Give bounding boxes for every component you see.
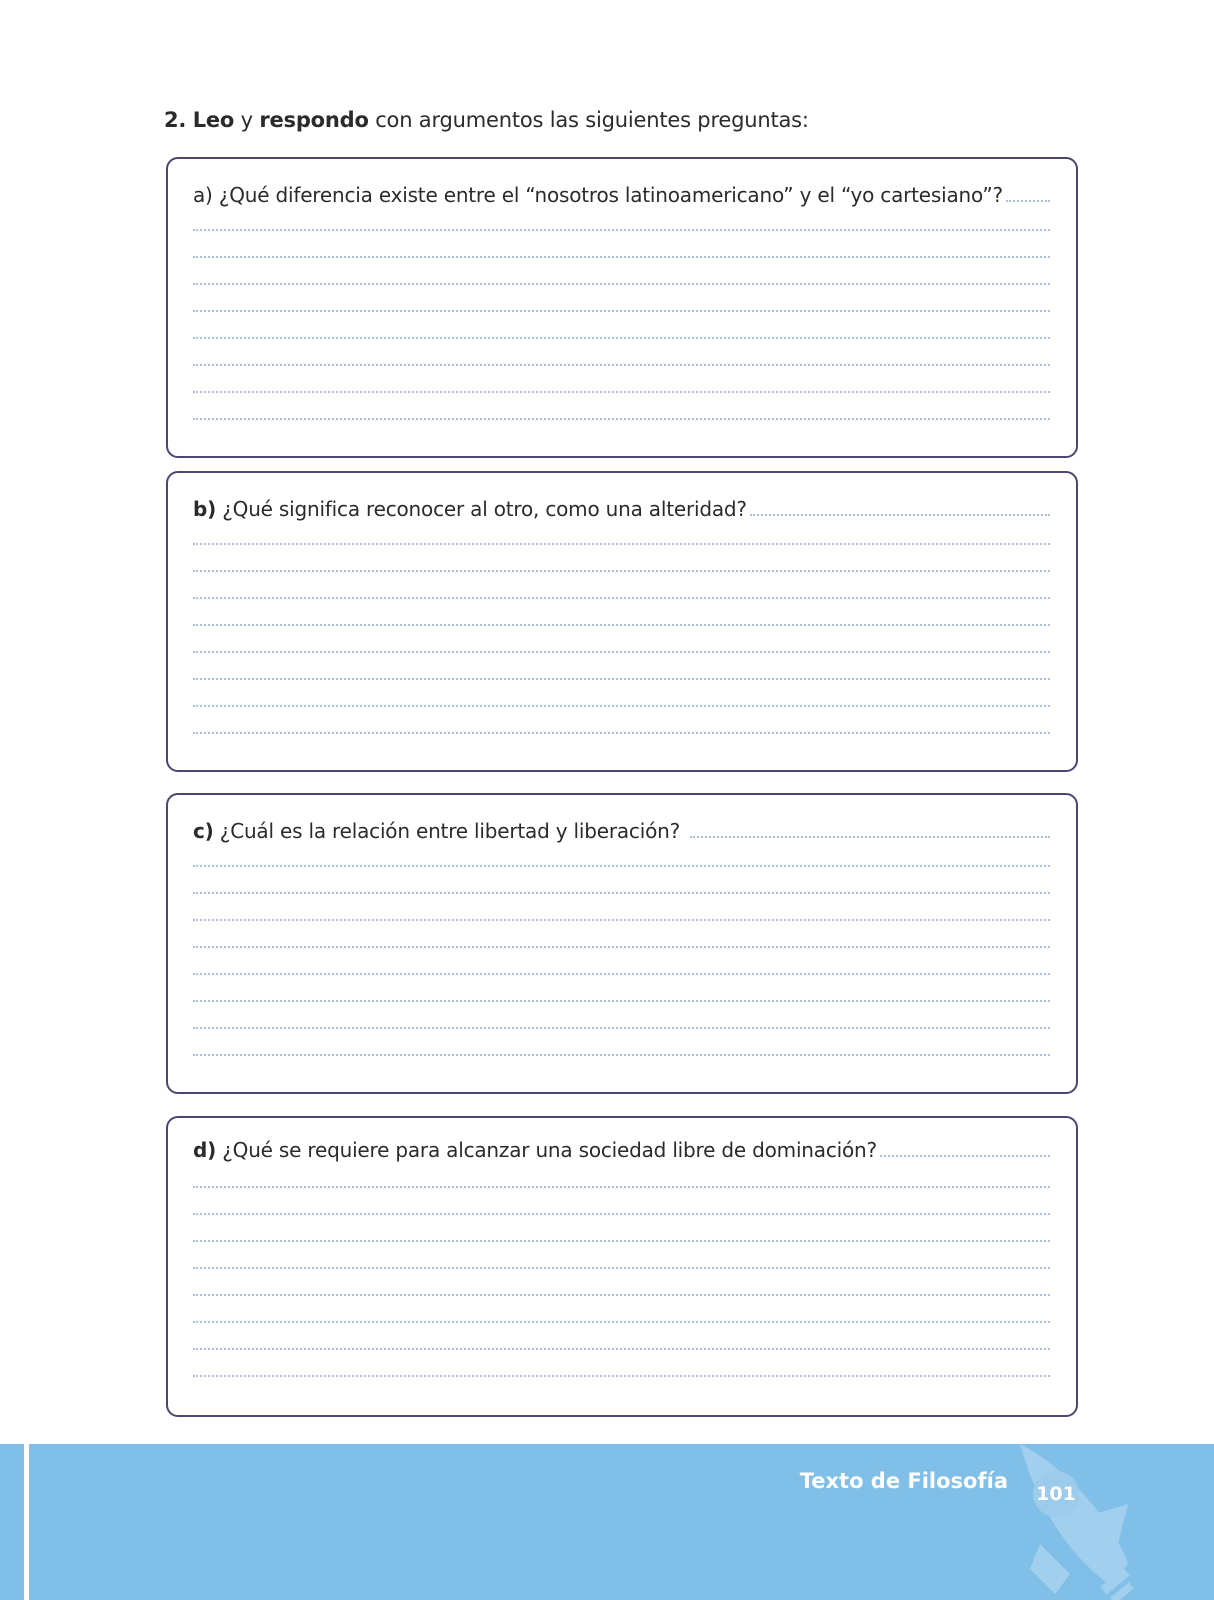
answer-line	[193, 705, 1050, 707]
answer-line	[193, 283, 1050, 285]
question-c-text: ¿Cuál es la relación entre libertad y liberación?	[219, 819, 681, 843]
question-d	[193, 1138, 1050, 1162]
question-d-letter: d)	[193, 1138, 217, 1162]
page-footer	[0, 1444, 1214, 1600]
answer-box-d[interactable]	[166, 1116, 1078, 1417]
answer-line	[193, 946, 1050, 948]
question-d-text: ¿Qué se requiere para alcanzar una sociedad libre de dominación?	[222, 1138, 877, 1162]
answer-line	[193, 1186, 1050, 1188]
answer-line	[193, 1240, 1050, 1242]
rocket-icon	[1000, 1444, 1160, 1600]
answer-line	[193, 570, 1050, 572]
answer-line	[193, 651, 1050, 653]
answer-line	[193, 1054, 1050, 1056]
answer-line	[193, 865, 1050, 867]
instruction-number: 2.	[164, 108, 187, 132]
answer-box-b[interactable]	[166, 471, 1078, 772]
question-a	[193, 183, 1050, 207]
answer-line	[193, 973, 1050, 975]
answer-line	[193, 1027, 1050, 1029]
answer-line	[750, 514, 1050, 516]
answer-line	[193, 337, 1050, 339]
answer-line	[193, 1000, 1050, 1002]
answer-line	[690, 836, 1050, 838]
instruction-conjunction: y	[240, 108, 253, 132]
answer-line	[193, 624, 1050, 626]
answer-line	[193, 1267, 1050, 1269]
question-a-text: a) ¿Qué diferencia existe entre el “nosotros latinoamericano” y el “yo cartesiano”?	[193, 183, 1003, 207]
question-c-letter: c)	[193, 819, 214, 843]
answer-line	[193, 892, 1050, 894]
book-title: Texto de Filosofía	[799, 1469, 1008, 1493]
answer-line	[193, 597, 1050, 599]
instruction-verb-respond: respondo	[259, 108, 369, 132]
answer-line	[193, 1294, 1050, 1296]
answer-line	[193, 256, 1050, 258]
answer-line	[193, 1348, 1050, 1350]
question-b	[193, 497, 1050, 521]
answer-line	[1006, 200, 1050, 202]
answer-line	[193, 1321, 1050, 1323]
question-b-text: ¿Qué significa reconocer al otro, como una alteridad?	[222, 497, 747, 521]
instruction-rest: con argumentos las siguientes preguntas:	[375, 108, 809, 132]
answer-line	[193, 543, 1050, 545]
answer-line	[193, 678, 1050, 680]
question-b-letter: b)	[193, 497, 217, 521]
answer-box-a[interactable]	[166, 157, 1078, 458]
question-c	[193, 819, 1050, 843]
answer-box-c[interactable]	[166, 793, 1078, 1094]
answer-line	[193, 364, 1050, 366]
instruction	[164, 108, 809, 132]
answer-line	[193, 310, 1050, 312]
page-number: 101	[1036, 1483, 1076, 1505]
answer-line	[193, 919, 1050, 921]
answer-line	[193, 1375, 1050, 1377]
answer-line	[880, 1155, 1050, 1157]
page-number-badge	[1033, 1471, 1079, 1517]
answer-line	[193, 732, 1050, 734]
footer-edge-strip	[24, 1444, 29, 1600]
answer-line	[193, 418, 1050, 420]
answer-line	[193, 391, 1050, 393]
instruction-verb-read: Leo	[192, 108, 235, 132]
answer-line	[193, 229, 1050, 231]
answer-line	[193, 1213, 1050, 1215]
